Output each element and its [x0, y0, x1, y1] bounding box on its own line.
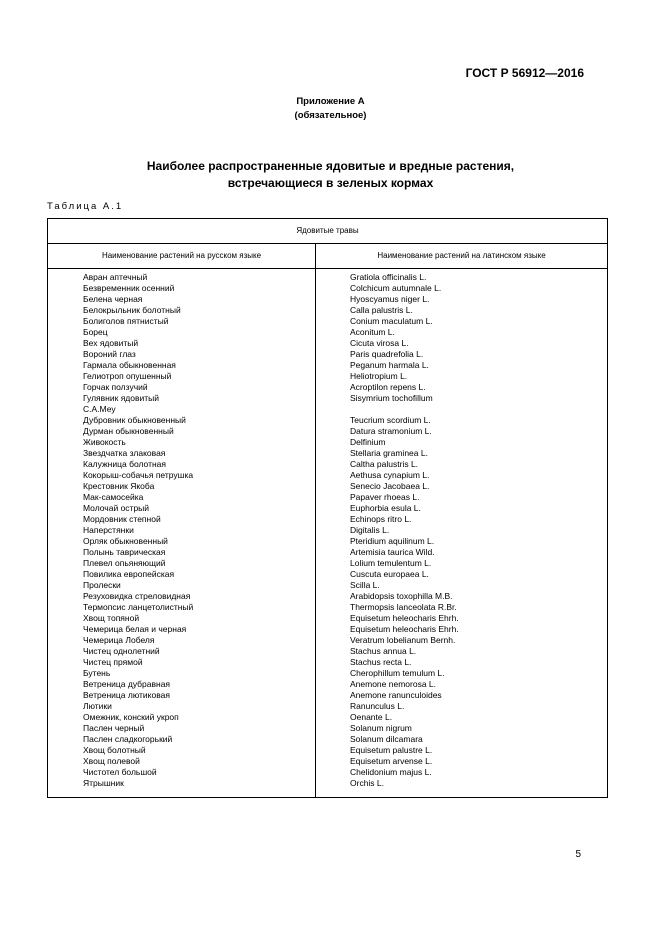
page-title-line-2: встречающиеся в зеленых кормах [227, 176, 434, 190]
plant-name-latin: Equisetum palustre L. [350, 745, 433, 755]
plant-name-latin: Colchicum autumnale L. [350, 283, 442, 293]
table-row [48, 459, 607, 470]
plant-name-russian: Бутень [83, 668, 111, 678]
table-row [48, 767, 607, 778]
table-row [48, 371, 607, 382]
plant-name-latin: Solanum nigrum [350, 723, 412, 733]
plant-name-latin: Paris quadrefolia L. [350, 349, 424, 359]
plant-name-latin: Senecio Jacobaea L. [350, 481, 430, 491]
table-group-header: Ядовитые травы [48, 219, 607, 244]
plant-name-russian: Гелиотроп опушенный [83, 371, 172, 381]
plant-name-russian: Чемерица белая и черная [83, 624, 187, 634]
plant-name-russian: Кокорыш-собачья петрушка [83, 470, 194, 480]
plant-name-latin: Peganum harmala L. [350, 360, 429, 370]
column-header-latin: Наименование растений на латинском языке [377, 251, 546, 260]
table-row [48, 712, 607, 723]
table-row [48, 525, 607, 536]
plant-name-latin: Caltha palustris L. [350, 459, 419, 469]
plant-name-russian: Повилика европейская [83, 569, 175, 579]
table-row [48, 360, 607, 371]
plant-name-russian: Термопсис ланцетолистный [83, 602, 194, 612]
plant-name-latin: Sisymrium tochofillum [350, 393, 433, 403]
plant-name-russian: Полынь таврическая [83, 547, 166, 557]
table-row [48, 701, 607, 712]
annex-title: Приложение А [296, 96, 365, 107]
plant-name-latin: Teucrium scordium L. [350, 415, 431, 425]
plant-name-russian: Чистотел большой [83, 767, 157, 777]
table-column-headers [48, 244, 607, 269]
table-body [48, 272, 607, 789]
plant-name-latin: Anemone ranunculoides [350, 690, 442, 700]
plant-name-latin: Delfinium [350, 437, 386, 447]
table-row [48, 536, 607, 547]
plant-name-russian: Белена черная [83, 294, 143, 304]
plant-name-latin: Ranunculus L. [350, 701, 405, 711]
plant-name-russian: Чистец однолетний [83, 646, 160, 656]
plant-name-russian: Калужница болотная [83, 459, 166, 469]
plant-name-russian: Вороний глаз [83, 349, 136, 359]
plant-name-latin: Echinops ritro L. [350, 514, 412, 524]
plant-name-latin: Calla palustris L. [350, 305, 413, 315]
plant-name-russian: Чистец прямой [83, 657, 143, 667]
table-row [48, 756, 607, 767]
plant-name-russian: Хвощ болотный [83, 745, 146, 755]
annex-heading [0, 95, 661, 123]
plant-name-latin: Lolium temulentum L. [350, 558, 432, 568]
plant-name-latin: Acroptilon repens L. [350, 382, 426, 392]
plant-name-latin: Stachus recta L. [350, 657, 412, 667]
table-row [48, 393, 607, 404]
plant-name-russian: Мордовник степной [83, 514, 161, 524]
table-row [48, 294, 607, 305]
plant-name-russian: Хвощ полевой [83, 756, 140, 766]
table-row [48, 613, 607, 624]
table-row [48, 437, 607, 448]
plant-name-latin: Aconitum L. [350, 327, 395, 337]
table-row [48, 547, 607, 558]
table-row [48, 778, 607, 789]
table-row [48, 646, 607, 657]
plant-name-latin: Oenante L. [350, 712, 393, 722]
plant-name-russian: Пролески [83, 580, 121, 590]
plant-name-russian: Горчак ползучий [83, 382, 148, 392]
plant-name-latin: Scilla L. [350, 580, 380, 590]
plant-name-latin: Papaver rhoeas L. [350, 492, 420, 502]
plant-name-latin: Equisetum arvense L. [350, 756, 433, 766]
table-row [48, 668, 607, 679]
plant-name-russian: Лютики [83, 701, 112, 711]
table-label: Таблица А.1 [47, 201, 124, 212]
plant-name-russian: Резуховидка стреловидная [83, 591, 191, 601]
plant-name-latin: Artemisia taurica Wild. [350, 547, 435, 557]
table-row [48, 558, 607, 569]
table-row [48, 635, 607, 646]
table-row [48, 327, 607, 338]
plant-name-russian: Безвременник осенний [83, 283, 175, 293]
plant-name-russian: Гармала обыкновенная [83, 360, 176, 370]
plant-name-latin: Pteridium aquilinum L. [350, 536, 435, 546]
page-number: 5 [575, 849, 581, 860]
plant-name-russian: Наперстянки [83, 525, 134, 535]
table-row [48, 382, 607, 393]
column-header-russian: Наименование растений на русском языке [48, 244, 316, 268]
page-title-line-1: Наиболее распространенные ядовитые и вредные растения, [146, 159, 515, 173]
table-row [48, 624, 607, 635]
plant-name-russian: Болиголов пятнистый [83, 316, 169, 326]
plant-name-russian: Орляк обыкновенный [83, 536, 168, 546]
table-row [48, 492, 607, 503]
table-row [48, 338, 607, 349]
plant-name-russian: Хвощ топяной [83, 613, 140, 623]
plant-name-latin: Cicuta virosa L. [350, 338, 409, 348]
plant-name-russian: Чемерица Лобеля [83, 635, 155, 645]
table-row [48, 679, 607, 690]
page-title [0, 158, 661, 192]
plant-name-russian: Дурман обыкновенный [83, 426, 174, 436]
plant-name-latin: Hyoscyamus niger L. [350, 294, 430, 304]
plant-name-latin: Arabidopsis toxophilla M.B. [350, 591, 453, 601]
plant-name-russian: Звездчатка злаковая [83, 448, 166, 458]
plant-name-latin: Aethusa cynapium L. [350, 470, 430, 480]
table-row [48, 591, 607, 602]
plant-name-latin: Conium maculatum L. [350, 316, 433, 326]
table-row [48, 503, 607, 514]
plant-name-latin: Gratiola officinalis L. [350, 272, 427, 282]
plant-name-russian: Паслен черный [83, 723, 145, 733]
table-row [48, 657, 607, 668]
plant-name-russian: Крестовник Якоба [83, 481, 155, 491]
table-row [48, 426, 607, 437]
table-row [48, 272, 607, 283]
table-row [48, 602, 607, 613]
plant-name-latin: Equisetum heleocharis Ehrh. [350, 613, 459, 623]
plant-name-latin: Heliotropium L. [350, 371, 408, 381]
plant-name-russian: Гулявник ядовитый [83, 393, 160, 403]
table-row [48, 580, 607, 591]
plant-name-latin: Chelidonium majus L. [350, 767, 432, 777]
plant-name-latin: Stachus annua L. [350, 646, 417, 656]
plant-name-latin: Equisetum heleocharis Ehrh. [350, 624, 459, 634]
plant-name-russian: С.А.Меу [83, 404, 116, 414]
plant-name-russian: Дубровник обыкновенный [83, 415, 186, 425]
table-row [48, 470, 607, 481]
table-row [48, 690, 607, 701]
plant-name-russian: Паслен сладкогорький [83, 734, 173, 744]
plant-name-latin: Anemone nemorosa L. [350, 679, 436, 689]
plant-name-latin: Cuscuta europaea L. [350, 569, 429, 579]
table-row [48, 415, 607, 426]
table-row [48, 283, 607, 294]
plant-name-russian: Плевел опьяняющий [83, 558, 166, 568]
plant-name-latin: Euphorbia esula L. [350, 503, 421, 513]
plants-table [47, 218, 608, 798]
plant-name-russian: Ветреница лютиковая [83, 690, 170, 700]
plant-name-latin: Cherophillum temulum L. [350, 668, 445, 678]
plant-name-russian: Живокость [83, 437, 126, 447]
table-row [48, 514, 607, 525]
plant-name-latin: Solanum dilcamara [350, 734, 423, 744]
plant-name-latin: Orchis L. [350, 778, 385, 788]
document-code: ГОСТ Р 56912—2016 [465, 66, 584, 80]
plant-name-latin: Datura stramonium L. [350, 426, 432, 436]
plant-name-russian: Борец [83, 327, 108, 337]
table-row [48, 723, 607, 734]
plant-name-russian: Вех ядовитый [83, 338, 139, 348]
plant-name-latin: Digitalis L. [350, 525, 390, 535]
plant-name-russian: Омежник, конский укроп [83, 712, 179, 722]
table-row [48, 734, 607, 745]
table-row [48, 481, 607, 492]
table-row [48, 448, 607, 459]
plant-name-latin: Veratrum lobelianum Bernh. [350, 635, 456, 645]
plant-name-latin: Thermopsis lanceolata R.Br. [350, 602, 457, 612]
plant-name-russian: Мак-самосейка [83, 492, 144, 502]
plant-name-latin: Stellaria graminea L. [350, 448, 428, 458]
plant-name-russian: Ветреница дубравная [83, 679, 171, 689]
table-row [48, 745, 607, 756]
plant-name-russian: Белокрыльник болотный [83, 305, 181, 315]
table-row [48, 404, 607, 415]
table-row [48, 569, 607, 580]
table-row [48, 349, 607, 360]
plant-name-russian: Ятрышник [83, 778, 124, 788]
table-row [48, 316, 607, 327]
plant-name-latin [315, 404, 607, 415]
plant-name-russian: Молочай острый [83, 503, 150, 513]
table-row [48, 305, 607, 316]
annex-status: (обязательное) [294, 110, 367, 121]
plant-name-russian: Авран аптечный [83, 272, 148, 282]
